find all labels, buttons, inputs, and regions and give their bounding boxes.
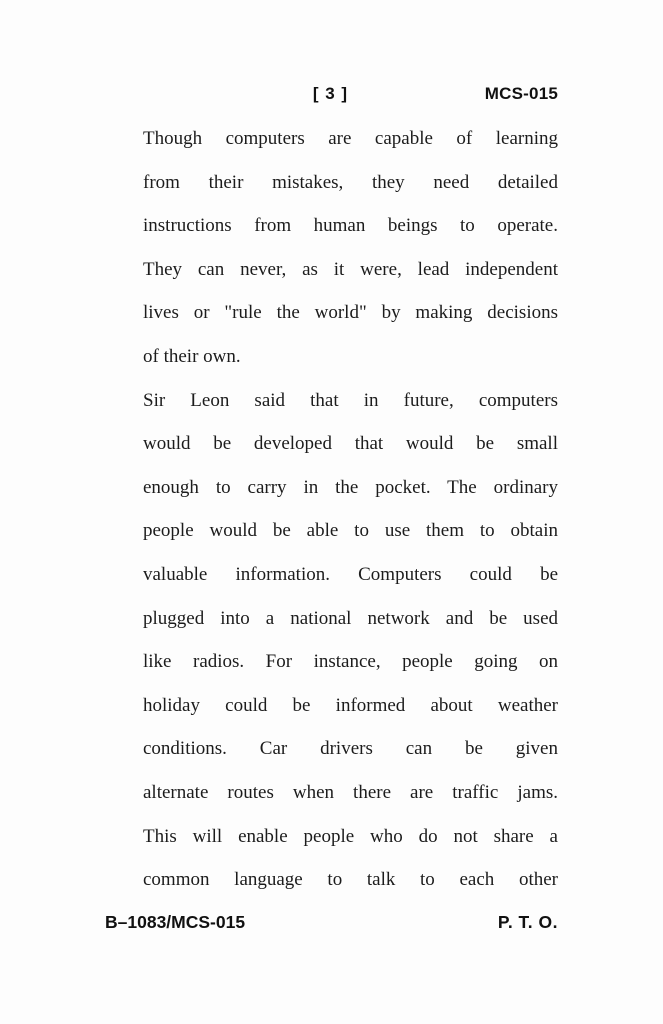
text-line: of their own. [143, 345, 241, 367]
text-line: Though computers are capable of learning [143, 128, 558, 149]
text-line: They can never, as it were, lead independent [143, 258, 558, 280]
course-code: MCS-015 [484, 84, 558, 103]
text-line: lives or "rule the world" by making decisions [143, 302, 558, 324]
text-line: people would be able to use them to obtain [143, 520, 558, 542]
text-line: like radios. For instance, people going on [143, 651, 558, 673]
text-line: This will enable people who do not share a [143, 825, 558, 847]
document-body [143, 117, 558, 902]
paragraph [143, 379, 558, 902]
text-line: alternate routes when there are traffic jams. [143, 781, 558, 803]
page-footer [105, 912, 558, 938]
page-number: [ 3 ] [312, 84, 349, 103]
text-line: holiday could be informed about weather [143, 694, 558, 716]
text-line: instructions from human beings to operate. [143, 215, 558, 237]
print-job-code: B–1083/MCS-015 [105, 912, 246, 932]
text-line: enough to carry in the pocket. The ordinary [143, 476, 558, 498]
text-line: valuable information. Computers could be [143, 563, 558, 585]
text-line: conditions. Car drivers can be given [143, 738, 558, 760]
pto-label: P. T. O. [497, 912, 558, 932]
page-header [143, 84, 558, 110]
text-line: from their mistakes, they need detailed [143, 171, 558, 193]
paragraph [143, 117, 558, 379]
text-line: Sir Leon said that in future, computers [143, 389, 558, 411]
text-line: common language to talk to each other [143, 869, 558, 891]
text-line: would be developed that would be small [143, 433, 558, 455]
text-line: plugged into a national network and be used [143, 607, 558, 629]
